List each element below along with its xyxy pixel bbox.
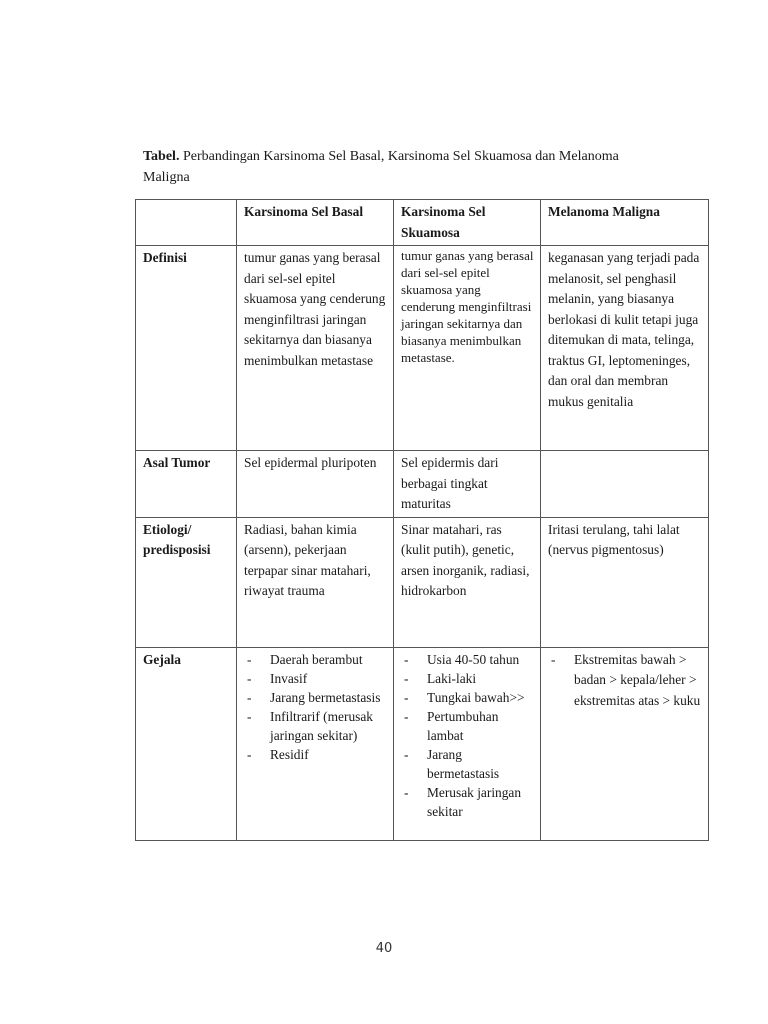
table-cell: Radiasi, bahan kimia (arsenn), pekerjaan terpapar sinar matahari, riwayat trauma (237, 517, 394, 647)
header-karsinoma-sel-skuamosa: Karsinoma Sel Skuamosa (394, 200, 541, 246)
table-row-gejala (136, 647, 709, 840)
gejala-list-skuamosa (401, 650, 534, 821)
header-empty (136, 200, 237, 246)
table-cell: Iritasi terulang, tahi lalat (nervus pigmentosus) (541, 517, 709, 647)
table-cell: Sel epidermal pluripoten (237, 451, 394, 518)
table-row-asal-tumor (136, 451, 709, 518)
list-item: - Ekstremitas bawah > badan > kepala/leher > ekstremitas atas > kuku (548, 650, 702, 712)
list-item: - Tungkai bawah>> (401, 688, 534, 707)
table-row-definisi (136, 246, 709, 451)
table-caption (143, 146, 663, 188)
table-cell: Sel epidermis dari berbagai tingkat maturitas (394, 451, 541, 518)
list-item: - Pertumbuhan lambat (401, 707, 534, 745)
list-item: - Laki-laki (401, 669, 534, 688)
comparison-table (135, 199, 709, 841)
table-cell (541, 647, 709, 840)
caption-label: Tabel. (143, 149, 180, 164)
table-cell (237, 647, 394, 840)
row-label: Definisi (136, 246, 237, 451)
table-cell (541, 451, 709, 518)
header-melanoma-maligna: Melanoma Maligna (541, 200, 709, 246)
header-karsinoma-sel-basal: Karsinoma Sel Basal (237, 200, 394, 246)
table-cell: keganasan yang terjadi pada melanosit, sel penghasil melanin, yang biasanya berlokasi di kulit tetapi juga ditemukan di mata, telinga, traktus GI, leptomeninges, dan oral dan membran mukus genitalia (541, 246, 709, 451)
list-item: - Residif (244, 745, 387, 764)
list-item: - Usia 40-50 tahun (401, 650, 534, 669)
list-item: - Infiltrarif (merusak jaringan sekitar) (244, 707, 387, 745)
list-item: - Jarang bermetastasis (244, 688, 387, 707)
row-label: Gejala (136, 647, 237, 840)
table-cell: Sinar matahari, ras (kulit putih), genetic, arsen inorganik, radiasi, hidrokarbon (394, 517, 541, 647)
table-cell: tumur ganas yang berasal dari sel-sel epitel skuamosa yang cenderung menginfiltrasi jaringan sekitarnya dan biasanya menimbulkan metastase. (394, 246, 541, 451)
table-cell: tumur ganas yang berasal dari sel-sel epitel skuamosa yang cenderung menginfiltrasi jaringan sekitarnya dan biasanya menimbulkan metastase (237, 246, 394, 451)
list-item: - Invasif (244, 669, 387, 688)
caption-text: Perbandingan Karsinoma Sel Basal, Karsinoma Sel Skuamosa dan Melanoma Maligna (143, 149, 619, 185)
gejala-list-basal (244, 650, 387, 764)
row-label: Asal Tumor (136, 451, 237, 518)
list-item: - Daerah berambut (244, 650, 387, 669)
row-label: Etiologi/ predisposisi (136, 517, 237, 647)
list-item: - Merusak jaringan sekitar (401, 783, 534, 821)
page-number: 40 (375, 941, 393, 956)
table-header-row (136, 200, 709, 246)
table-cell (394, 647, 541, 840)
table-row-etiologi (136, 517, 709, 647)
list-item: - Jarang bermetastasis (401, 745, 534, 783)
gejala-list-melanoma (548, 650, 702, 712)
